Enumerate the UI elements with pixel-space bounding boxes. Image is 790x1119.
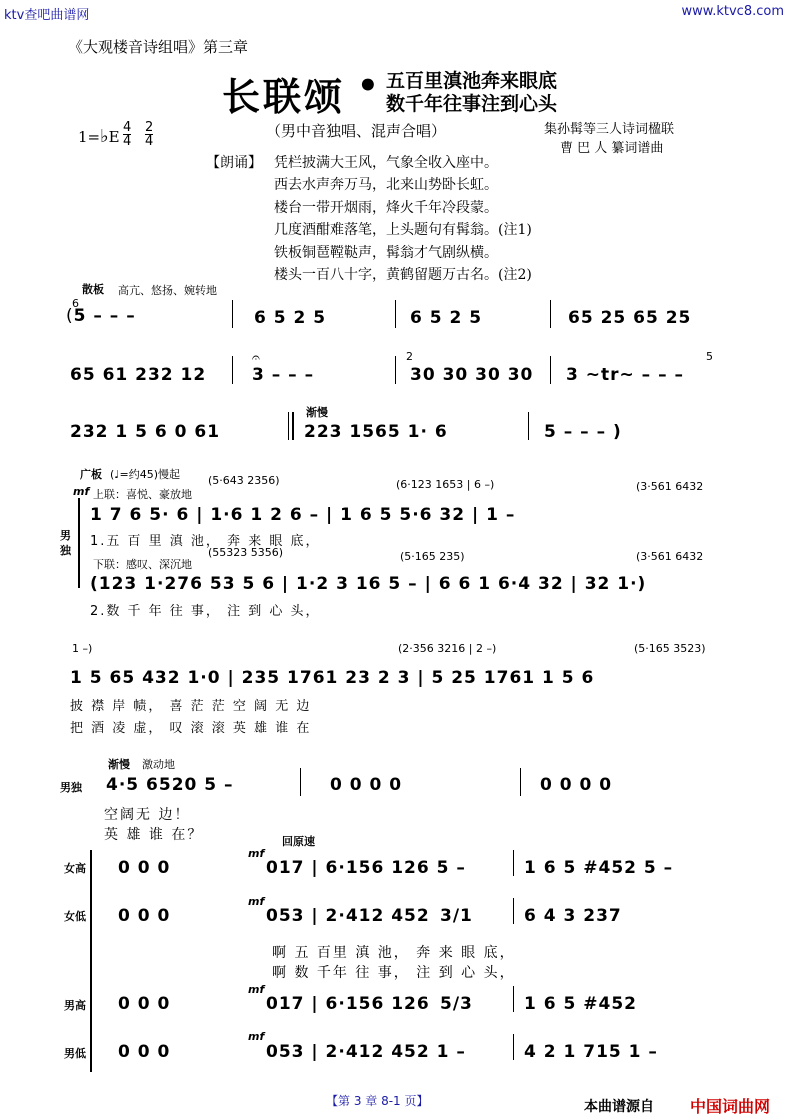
tempo-slow: 渐慢 <box>306 406 328 419</box>
chord-tenor: 5/3 <box>440 994 473 1014</box>
notes-tenor: 017 | 6·156 126 <box>266 994 430 1014</box>
notes-bass: 053 | 2·412 452 1 – <box>266 1042 466 1062</box>
notes-soprano: 017 | 6·156 126 5 – <box>266 858 466 878</box>
series-title: 《大观楼音诗组唱》第三章 <box>68 38 249 56</box>
lyrics-s5-upper: 披 襟 岸 帻， 喜 茫 茫 空 阔 无 边 <box>70 699 312 714</box>
watermark-left: ktv查吧曲谱网 <box>4 8 90 23</box>
part-tenor: 男高 <box>64 999 86 1012</box>
dynamic-mf: mf <box>248 847 265 860</box>
notes-s3-m2: 223 1565 1· 6 <box>304 422 448 442</box>
cue-notes: (3·561 6432 <box>636 550 704 563</box>
recitation-line: 铁板铜琶鞺鞑声，髯翁才气剧纵横。 <box>274 245 498 261</box>
watermark-right: www.ktvc8.com <box>681 4 784 19</box>
dynamic-mf: mf <box>248 895 265 908</box>
cue-notes: (5·165 3523) <box>634 642 706 655</box>
rests-s6-m1: 0 0 0 0 <box>330 775 403 795</box>
recitation-line: 凭栏披满大王风，气象全收入座中。 <box>274 155 498 171</box>
cue-notes: (55323 5356) <box>208 546 284 559</box>
notes-soprano-2: 1 6 5 #452 5 – <box>524 858 674 878</box>
subtitle-line1: 五百里滇池奔来眼底 <box>386 70 558 92</box>
tempo-slow-2: 渐慢 <box>108 758 130 771</box>
subtitle-line2: 数千年往事注到心头 <box>386 93 558 115</box>
lyrics-s6-lower: 英 雄 谁 在？ <box>104 827 204 843</box>
credit-line2: 曹 巴 人 纂词谱曲 <box>560 141 664 156</box>
recitation-line: 楼台一带开烟雨，烽火千年冷段蒙。 <box>274 200 498 216</box>
recitation-line: 楼头一百八十字，黄鹤留题万古名。(注2) <box>274 267 532 283</box>
notes-voice2: (123 1·276 53 5 6 | 1·2 3 16 5 – | 6 6 1 6·4 32 | 32 1·) <box>90 574 647 594</box>
dynamic-mf: mf <box>248 983 265 996</box>
notes-bass-2: 4 2 1 715 1 – <box>524 1042 658 1062</box>
tempo-sanban: 散板 <box>82 283 104 296</box>
source-text: 本曲谱源自 <box>584 1099 654 1115</box>
lower-label: 下联：感叹、深沉地 <box>93 558 192 571</box>
meter-1: $\frac{4}{4}$ <box>123 120 132 149</box>
notes-s3-m1: 232 1 5 6 0 61 <box>70 422 221 442</box>
source-brand: 中国词曲网 <box>690 1097 771 1116</box>
tempo-return: 回原速 <box>282 835 315 848</box>
rests-tenor: 0 0 0 <box>118 994 171 1014</box>
rests-soprano: 0 0 0 <box>118 858 171 878</box>
cue-notes: (5·643 2356) <box>208 474 280 487</box>
cue-notes: (6·123 1653 | 6 –) <box>396 478 495 491</box>
rests-alto: 0 0 0 <box>118 906 171 926</box>
lyrics-s6-upper: 空阔无 边！ <box>104 807 191 823</box>
part-alto: 女低 <box>64 910 86 923</box>
grace-note: 6 <box>72 297 79 310</box>
upper-label: 上联：喜悦、豪放地 <box>93 488 192 501</box>
notes-s6: 4·5 6520 5 – <box>106 775 234 795</box>
page-number: 【第 3 章 8-1 页】 <box>326 1094 429 1108</box>
part-label-male-solo-2: 男独 <box>60 781 82 794</box>
repeat-head: 1 –) <box>72 642 93 655</box>
rests-s6-m2: 0 0 0 0 <box>540 775 613 795</box>
notes-s2-m3: 30 30 30 30 <box>410 365 534 385</box>
lyrics-lower: 2.数 千 年 往 事， 注 到 心 头， <box>90 604 321 619</box>
notes-s2-m2: 3 – – – <box>252 365 315 385</box>
choir-lyrics-upper: 啊 五 百里 滇 池， 奔 来 眼 底， <box>272 945 516 961</box>
title-dot: • <box>357 66 379 106</box>
dynamic-mf: mf <box>248 1030 265 1043</box>
recitation-line: 几度酒酣难落笔，上头题句有髯翁。(注1) <box>274 222 532 238</box>
choir-lyrics-lower: 啊 数 千年 往 事， 注 到 心 头， <box>272 965 516 981</box>
notes-alto: 053 | 2·412 452 <box>266 906 430 926</box>
recitation-line: 西去水声奔万马，北来山势卧长虹。 <box>274 177 498 193</box>
part-label-male-solo: 男独 <box>60 529 71 557</box>
grace-note: 5 <box>706 350 713 363</box>
part-soprano: 女高 <box>64 862 86 875</box>
tempo-mark: (♩=约45)慢起 <box>110 468 180 481</box>
notes-alto-2: 6 4 3 237 <box>524 906 622 926</box>
cue-notes: (3·561 6432 <box>636 480 704 493</box>
performers: （男中音独唱、混声合唱） <box>266 122 447 140</box>
lyrics-upper: 1.五 百 里 滇 池， 奔 来 眼 底， <box>90 534 321 549</box>
fermata-icon: 𝄐 <box>252 350 260 366</box>
notes-s3-m3: 5 – – – ) <box>544 422 622 442</box>
cue-notes: (5·165 235) <box>400 550 465 563</box>
meter-2: $\frac{2}{4}$ <box>145 120 154 149</box>
lyrics-s5-lower: 把 酒 凌 虚， 叹 滚 滚 英 雄 谁 在 <box>70 721 312 736</box>
flat-icon: ♭ <box>100 126 109 147</box>
notes-s1-m3: 6 5 2 5 <box>410 308 483 328</box>
dynamic-mf: mf <box>73 485 90 498</box>
direction-excited: 激动地 <box>142 758 175 771</box>
notes-tenor-2: 1 6 5 #452 <box>524 994 637 1014</box>
rests-bass: 0 0 0 <box>118 1042 171 1062</box>
direction-1: 高亢、悠扬、婉转地 <box>118 284 217 297</box>
grace-note: 2 <box>406 350 413 363</box>
key-signature: 1=♭E <box>78 126 120 147</box>
notes-voice1: 1 7 6 5· 6 | 1·6 1 2 6 – | 1 6 5 5·6 32 | 1 – <box>90 505 516 525</box>
notes-s1-m2: 6 5 2 5 <box>254 308 327 328</box>
page-title: 长联颂 <box>222 74 346 119</box>
notes-s2-m4: 3 ~tr~ – – – <box>566 365 685 385</box>
recitation-label: 【朗诵】 <box>206 155 262 171</box>
notes-s5: 1 5 65 432 1·0 | 235 1761 23 2 3 | 5 25 1761 1 5 6 <box>70 668 595 688</box>
part-bass: 男低 <box>64 1047 86 1060</box>
notes-s1-m4: 65 25 65 25 <box>568 308 692 328</box>
cue-notes: (2·356 3216 | 2 –) <box>398 642 497 655</box>
credit-line1: 集孙髯等三人诗词楹联 <box>544 122 675 137</box>
chord-alto: 3/1 <box>440 906 473 926</box>
notes-s1-m1: (5 – – – <box>66 306 136 326</box>
tempo-guangban: 广板 <box>80 468 102 481</box>
notes-s2-m1: 65 61 232 12 <box>70 365 207 385</box>
